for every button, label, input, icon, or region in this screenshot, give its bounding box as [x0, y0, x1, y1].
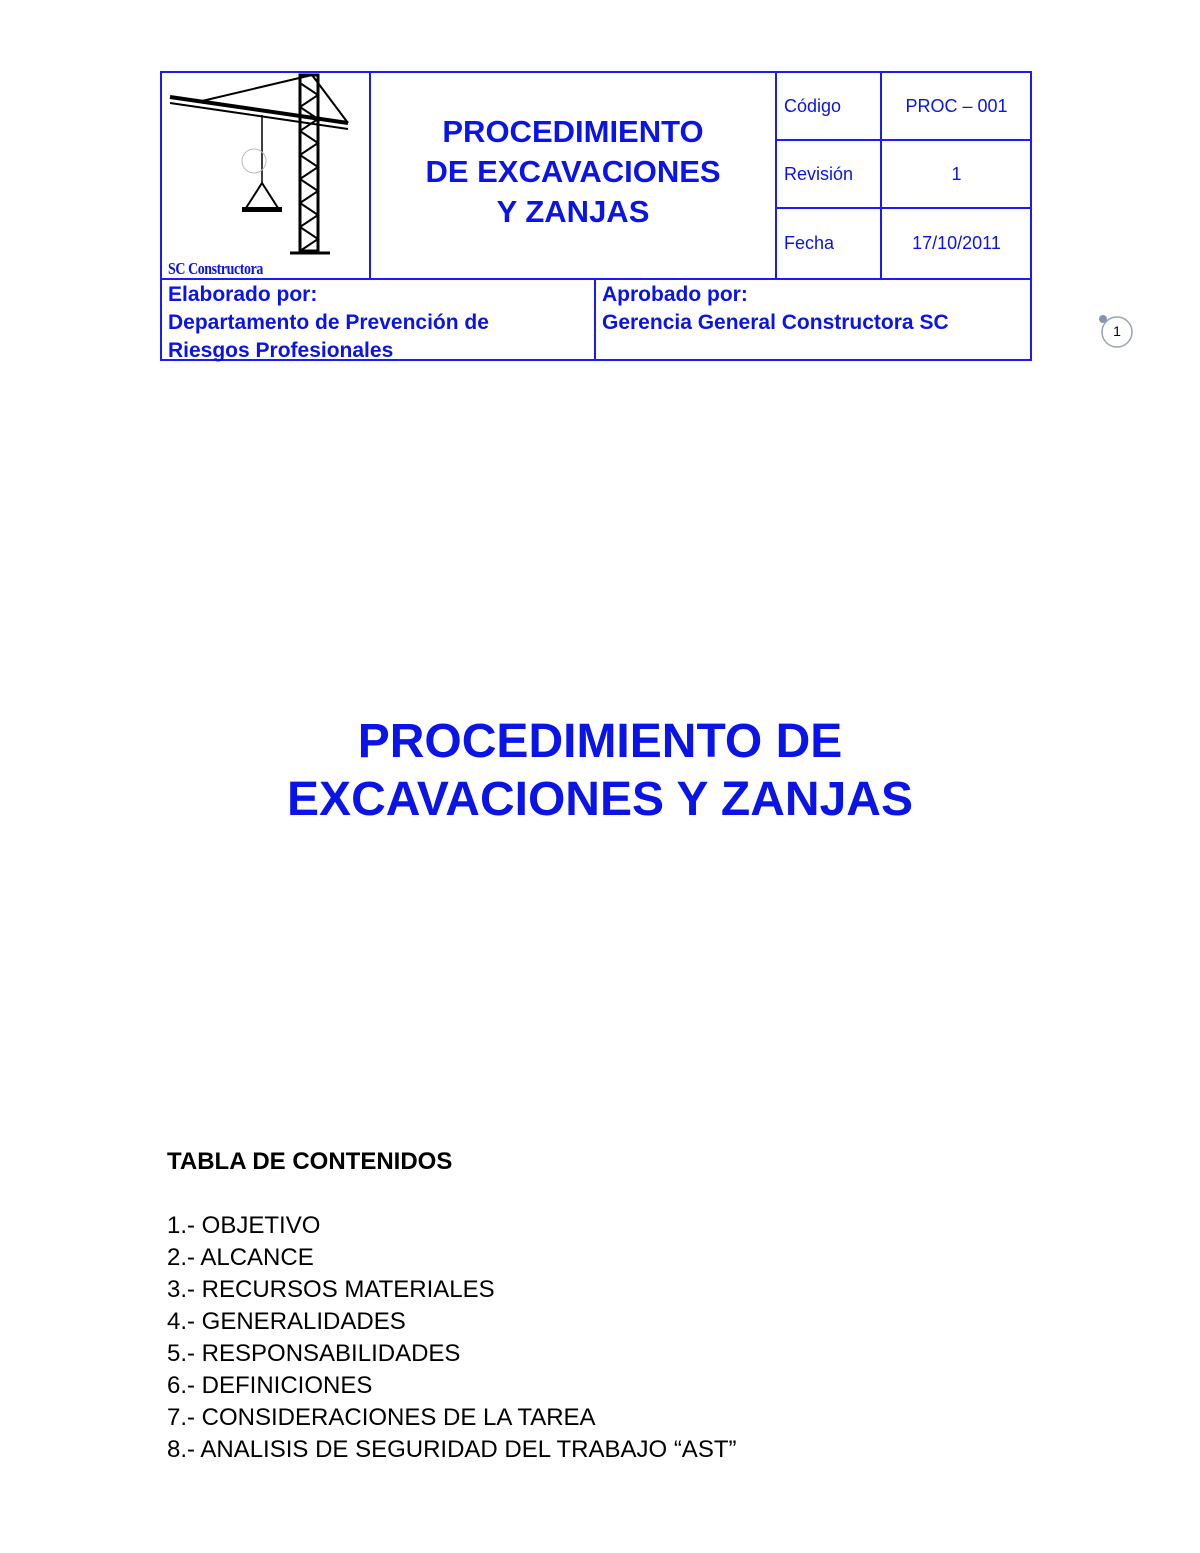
- code-value: PROC – 001: [905, 95, 1008, 116]
- logo-text: SC Constructora: [168, 259, 263, 278]
- header-title-line: PROCEDIMIENTO: [442, 113, 704, 149]
- date-value: 17/10/2011: [912, 233, 1001, 253]
- toc-item: 2.- ALCANCE: [167, 1244, 314, 1271]
- revision-label: Revisión: [784, 163, 854, 184]
- header-title-line: DE EXCAVACIONES: [425, 153, 721, 189]
- prepared-by-label: Elaborado por:: [168, 283, 318, 306]
- page-number: 1: [1113, 323, 1121, 339]
- prepared-by: [162, 279, 594, 361]
- main-title: [0, 713, 1200, 829]
- approved-by-label: Aprobado por:: [602, 283, 748, 306]
- toc-item: 8.- ANALISIS DE SEGURIDAD DEL TRABAJO “AST”: [167, 1436, 737, 1463]
- approved-by-value: Gerencia General Constructora SC: [602, 311, 949, 334]
- main-title-line: EXCAVACIONES Y ZANJAS: [287, 773, 913, 826]
- approved-by: [596, 279, 1030, 361]
- header-title: [371, 73, 775, 278]
- toc-item: 6.- DEFINICIONES: [167, 1372, 373, 1399]
- prepared-by-value: Departamento de Prevención de Riesgos Profesionales: [168, 311, 489, 362]
- header-title-line: Y ZANJAS: [496, 193, 650, 229]
- company-logo: [162, 73, 368, 278]
- code-label: Código: [784, 95, 842, 116]
- toc-item: 5.- RESPONSABILIDADES: [167, 1340, 461, 1367]
- tower-crane-icon: [162, 73, 368, 263]
- toc-item: 1.- OBJETIVO: [167, 1212, 321, 1239]
- toc-item: 3.- RECURSOS MATERIALES: [167, 1276, 495, 1303]
- table-of-contents: [167, 1148, 736, 1466]
- main-title-line: PROCEDIMIENTO DE: [357, 715, 843, 768]
- document-header: [160, 71, 1032, 361]
- date-label: Fecha: [784, 233, 835, 253]
- toc-item: 4.- GENERALIDADES: [167, 1308, 406, 1335]
- page-number-marker: [1098, 314, 1134, 348]
- toc-item: 7.- CONSIDERACIONES DE LA TAREA: [167, 1404, 596, 1431]
- revision-value: 1: [951, 163, 962, 184]
- toc-title: TABLA DE CONTENIDOS: [167, 1148, 453, 1175]
